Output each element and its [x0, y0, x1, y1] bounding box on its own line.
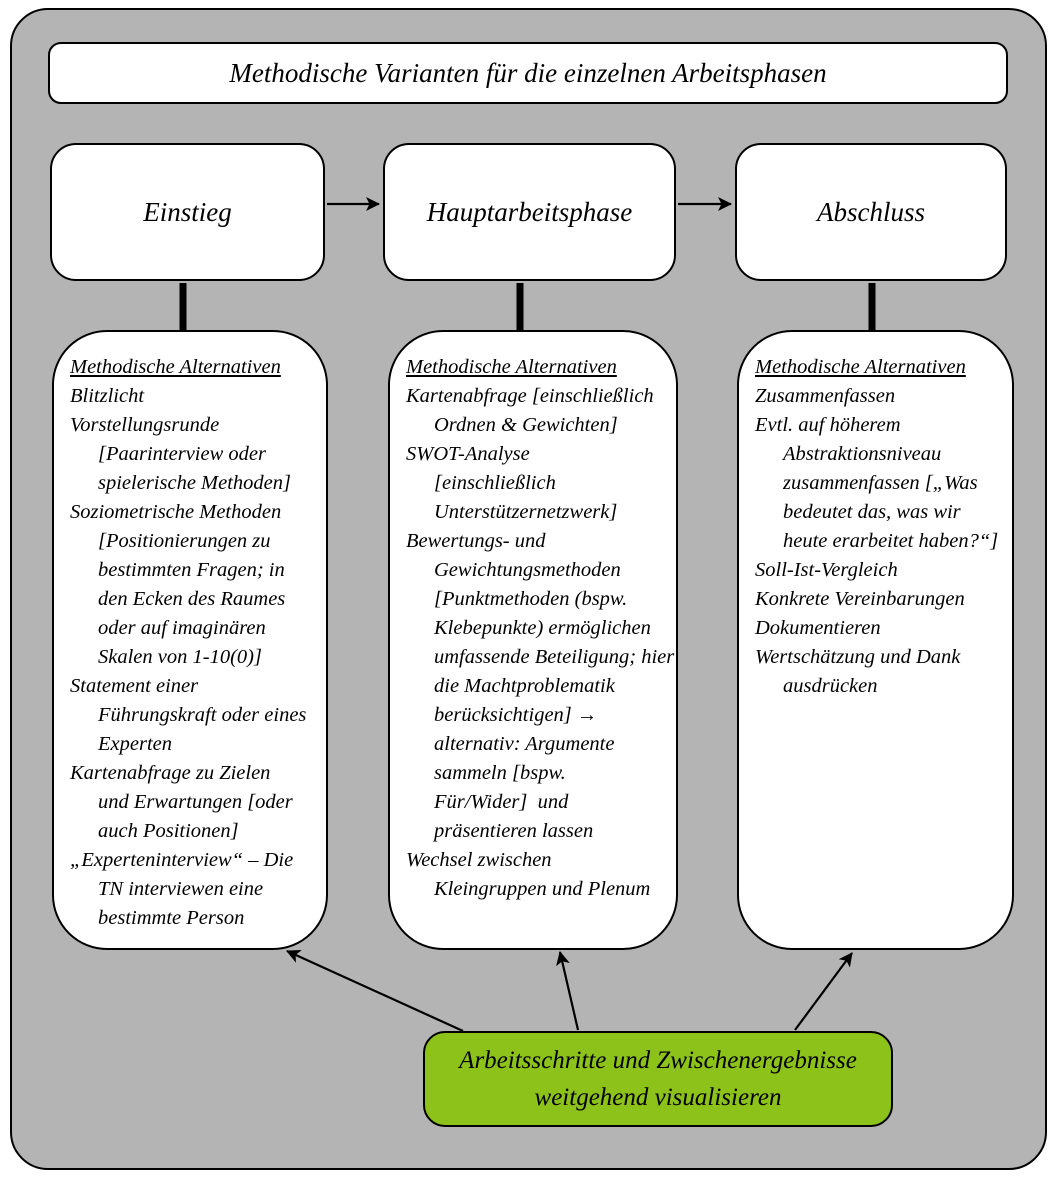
method-line: Skalen von 1-10(0)] [98, 646, 262, 668]
method-line: Blitzlicht [70, 385, 145, 407]
method-line: zusammenfassen [„Was [783, 472, 978, 494]
alternatives-heading: Methodische Alternativen [70, 356, 281, 378]
phase-box-hauptarbeitsphase [383, 143, 676, 281]
diagram-title [48, 42, 1008, 104]
alternatives-box-abschluss [737, 330, 1014, 950]
visualize-note-line1: Arbeitsschritte und Zwischenergebnisse [459, 1047, 857, 1074]
method-line: den Ecken des Raumes [98, 588, 286, 610]
method-line: Evtl. auf höherem [755, 414, 901, 436]
method-line: präsentieren lassen [434, 820, 594, 842]
method-line: [Positionierungen zu [98, 530, 271, 552]
method-list [406, 382, 675, 904]
method-line: bestimmten Fragen; in [98, 559, 285, 581]
method-line: Statement einer [70, 675, 199, 697]
method-line: Abstraktionsniveau [783, 443, 942, 465]
method-line: die Machtproblematik [434, 675, 615, 697]
method-line: Zusammenfassen [755, 385, 896, 407]
method-line: Kartenabfrage zu Zielen [70, 762, 271, 784]
method-line: umfassende Beteiligung; hier [434, 646, 675, 668]
diagram-title-text: Methodische Varianten für die einzelnen Arbeitsphasen [229, 57, 827, 88]
phase-label: Einstieg [143, 196, 232, 227]
method-line: SWOT-Analyse [406, 443, 530, 465]
method-line: Konkrete Vereinbarungen [755, 588, 965, 610]
method-line: Dokumentieren [755, 617, 881, 639]
method-line: Vorstellungsrunde [70, 414, 220, 436]
alternatives-heading: Methodische Alternativen [406, 356, 617, 378]
method-line: Führungskraft oder eines [98, 704, 307, 726]
method-line: Ordnen & Gewichten] [434, 414, 618, 436]
method-line: [einschließlich [434, 472, 556, 494]
method-line: [Paarinterview oder [98, 443, 266, 465]
method-line: Klebepunkte) ermöglichen [434, 617, 651, 639]
phase-box-abschluss [735, 143, 1007, 281]
method-line: oder auf imaginären [98, 617, 266, 639]
method-line: heute erarbeitet haben?“] [783, 530, 999, 552]
phase-label: Hauptarbeitsphase [426, 196, 633, 227]
method-line: bestimmte Person [98, 907, 245, 929]
method-line: Unterstützernetzwerk] [434, 501, 618, 523]
method-line: spielerische Methoden] [98, 472, 291, 494]
method-line: berücksichtigen] → [434, 704, 598, 726]
method-line: Soll-Ist-Vergleich [755, 559, 898, 581]
method-line: [Punktmethoden (bspw. [434, 588, 628, 610]
phase-box-einstieg [50, 143, 325, 281]
alternatives-heading: Methodische Alternativen [755, 356, 966, 378]
method-line: Experten [98, 733, 172, 755]
method-line: alternativ: Argumente [434, 733, 615, 755]
method-line: Für/Wider] und [434, 791, 569, 813]
visualize-note-line2: weitgehend visualisieren [534, 1084, 782, 1111]
method-list [70, 382, 318, 933]
method-line: Kartenabfrage [einschließlich [406, 385, 654, 407]
method-list [755, 382, 1004, 701]
method-line: Kleingruppen und Plenum [434, 878, 651, 900]
method-line: Soziometrische Methoden [70, 501, 282, 523]
method-line: „Experteninterview“ – Die [70, 849, 294, 871]
method-line: und Erwartungen [oder [98, 791, 293, 813]
visualize-note-box [423, 1031, 893, 1127]
alternatives-box-einstieg [52, 330, 328, 950]
phase-label: Abschluss [817, 196, 925, 227]
method-line: Bewertungs- und [406, 530, 546, 552]
method-line: auch Positionen] [98, 820, 239, 842]
method-line: Wechsel zwischen [406, 849, 552, 871]
method-line: Gewichtungsmethoden [434, 559, 621, 581]
method-line: bedeutet das, was wir [783, 501, 961, 523]
method-line: ausdrücken [783, 675, 878, 697]
alternatives-box-hauptarbeitsphase [388, 330, 678, 950]
method-line: Wertschätzung und Dank [755, 646, 961, 668]
method-line: TN interviewen eine [98, 878, 264, 900]
method-line: sammeln [bspw. [434, 762, 566, 784]
